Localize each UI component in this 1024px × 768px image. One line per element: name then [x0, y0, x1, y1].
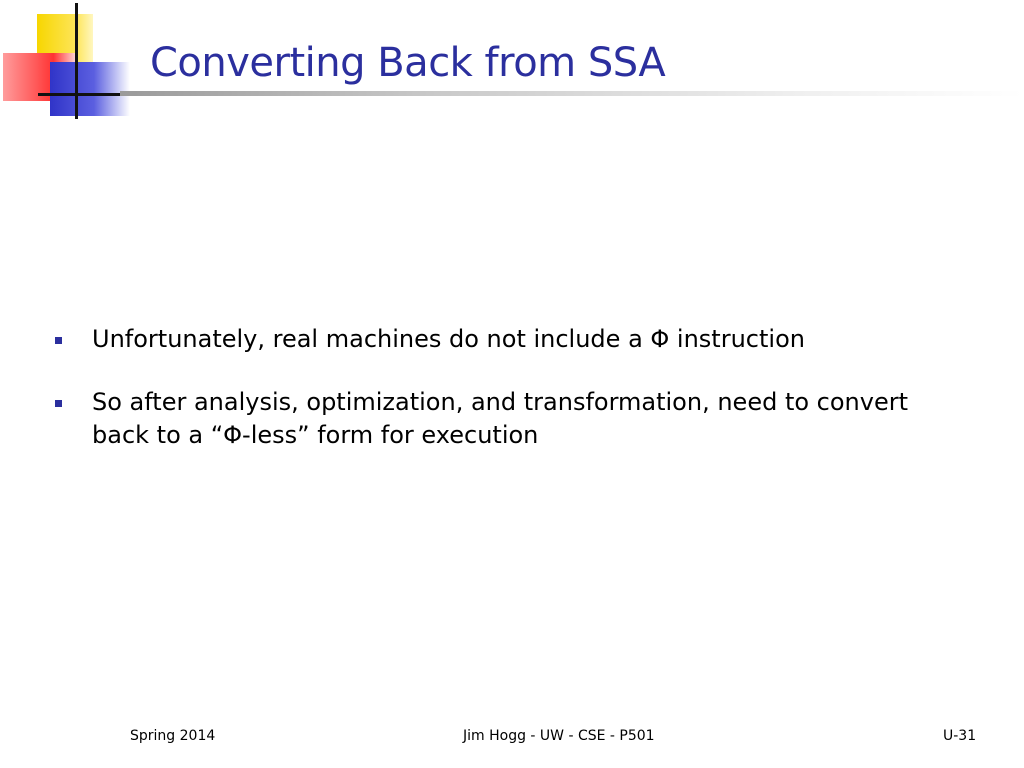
title-underline [120, 91, 1024, 96]
bullet-text: Unfortunately, real machines do not include a Φ instruction [92, 325, 805, 353]
bullet-list [55, 323, 955, 482]
logo-horizontal-line [38, 93, 126, 96]
footer-slide-number: U-31 [943, 728, 977, 744]
logo-blue-square [50, 62, 130, 116]
bullet-item [55, 386, 955, 452]
logo-vertical-line [75, 3, 78, 119]
bullet-item [55, 323, 955, 356]
bullet-square-icon [55, 400, 62, 407]
footer-author: Jim Hogg - UW - CSE - P501 [463, 728, 655, 744]
bullet-text: So after analysis, optimization, and transformation, need to convert back to a “Φ-less” form for execution [92, 388, 908, 449]
footer-date: Spring 2014 [130, 728, 216, 744]
slide-logo [0, 0, 160, 125]
bullet-square-icon [55, 337, 62, 344]
slide-title: Converting Back from SSA [150, 40, 666, 86]
